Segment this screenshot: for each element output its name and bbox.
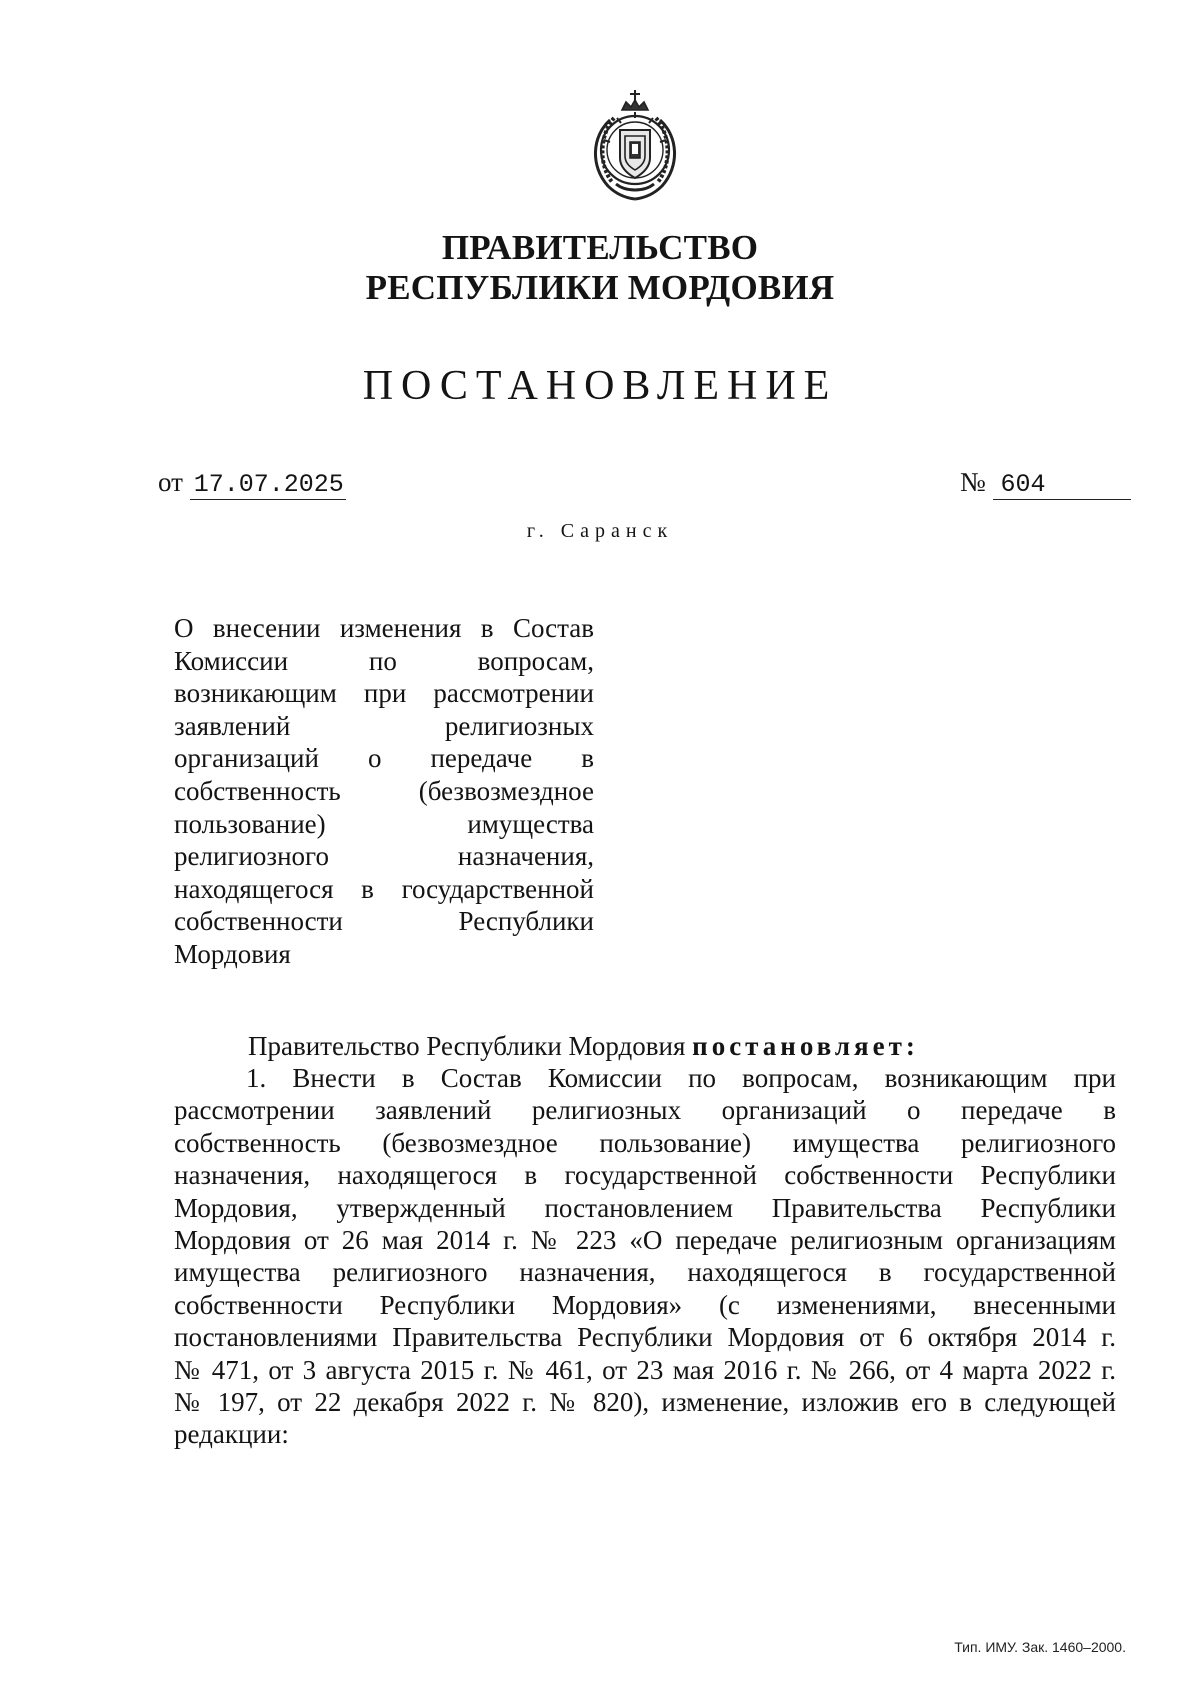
subject-line: возникающим при рассмотрении [174, 678, 594, 709]
subject-line: находящегося в государственной [174, 873, 594, 904]
subject-line: заявлений религиозных [174, 710, 594, 741]
subject-line: О внесении изменения в Состав [174, 613, 594, 643]
paragraph-line: 1. Внести в Состав Комиссии по вопросам, возникающим при [246, 1063, 1116, 1093]
paragraph-1 [174, 1062, 1116, 1451]
paragraph-line: № 197, от 22 декабря 2022 г. № 820), изменение, изложив его в следующей [174, 1386, 1116, 1417]
organization-title-line1: ПРАВИТЕЛЬСТВО [441, 228, 759, 267]
subject-line: религиозного назначения, [174, 841, 594, 872]
number-row [960, 466, 1131, 500]
paragraph-line: назначения, находящегося в государственной собственности Республики [174, 1160, 1116, 1191]
document-subject [174, 612, 594, 971]
paragraph-line: Мордовия от 26 мая 2014 г. № 223 «О передаче религиозным организациям [174, 1224, 1116, 1255]
date-prefix: от [158, 467, 183, 497]
organization-title-line2: РЕСПУБЛИКИ МОРДОВИЯ [365, 268, 835, 307]
document-date: 17.07.2025 [190, 471, 346, 500]
paragraph-line: редакции: [174, 1419, 289, 1450]
intro-text: Правительство Республики Мордовия [248, 1031, 693, 1061]
subject-line: собственность (безвозмездное [174, 775, 594, 806]
date-row [158, 466, 346, 500]
paragraph-line: рассмотрении заявлений религиозных организаций о передаче в [174, 1095, 1116, 1126]
paragraph-line: имущества религиозного назначения, находящегося в государственной [174, 1257, 1116, 1288]
subject-line: организаций о передаче в [174, 743, 594, 774]
paragraph-line: № 471, от 3 августа 2015 г. № 461, от 23 мая 2016 г. № 266, от 4 марта 2022 г. [174, 1354, 1116, 1385]
subject-line: пользование) имущества [174, 808, 594, 839]
document-type: ПОСТАНОВЛЕНИЕ [362, 363, 838, 409]
resolution-intro [248, 1030, 919, 1062]
paragraph-line: постановлениями Правительства Республики Мордовия от 6 октября 2014 г. [174, 1322, 1116, 1353]
subject-line: Мордовия [174, 938, 291, 969]
subject-line: Комиссии по вопросам, [174, 645, 594, 676]
intro-keyword: постановляет: [692, 1031, 919, 1061]
document-number: 604 [993, 471, 1131, 500]
city-name: г. Саранск [526, 520, 674, 542]
paragraph-line: Мордовия, утвержденный постановлением Правительства Республики [174, 1192, 1116, 1223]
paragraph-line: собственность (безвозмездное пользование) имущества религиозного [174, 1127, 1116, 1158]
subject-line: собственности Республики [174, 906, 594, 937]
number-prefix: № [960, 467, 986, 497]
coat-of-arms-icon [582, 88, 688, 202]
paragraph-line: собственности Республики Мордовия» (с изменениями, внесенными [174, 1289, 1116, 1320]
print-imprint: Тип. ИМУ. Зак. 1460–2000. [954, 1639, 1126, 1655]
